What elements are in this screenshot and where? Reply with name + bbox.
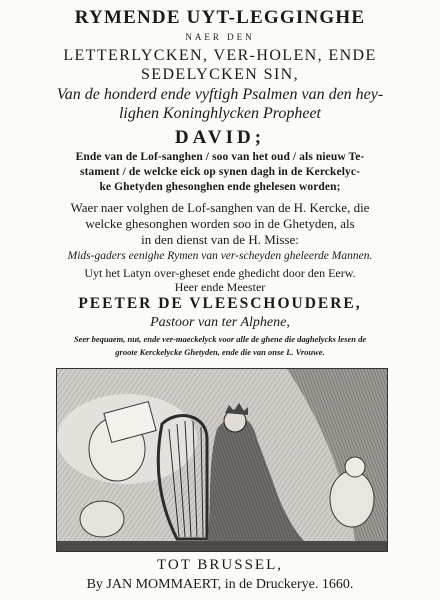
engraving-king-david-harp-icon bbox=[56, 368, 388, 552]
title-line-4: SEDELYCKEN SIN, bbox=[140, 66, 300, 83]
imprint-place: TOT BRUSSEL, bbox=[157, 557, 283, 573]
title-line-1: RYMENDE UYT-LEGGINGHE bbox=[74, 7, 366, 28]
title-line-15: Uyt het Latyn over-gheset ende ghedicht door den Eerw. bbox=[84, 266, 356, 280]
title-line-2: NAER DEN bbox=[185, 32, 255, 42]
author-role: Pastoor van ter Alphene, bbox=[150, 315, 290, 330]
author-name: PEETER DE VLEESCHOUDERE, bbox=[78, 295, 362, 312]
title-line-6: lighen Koninghlycken Propheet bbox=[118, 105, 321, 122]
note-line-1: Seer bequaem, nut, ende ver-maeckelyck voor alle de ghene die daghelycks lesen de bbox=[73, 334, 367, 344]
note-line-2: groote Kerckelycke Ghetyden, ende die van onse L. Vrouwe. bbox=[115, 347, 325, 357]
title-line-10: ke Ghetyden ghesonghen ende ghelesen worden; bbox=[99, 181, 341, 193]
title-line-14: Mids-gaders eenighe Rymen van ver-scheyden gheleerde Mannen. bbox=[67, 250, 373, 262]
title-line-3: LETTERLYCKEN, VER-HOLEN, ENDE bbox=[63, 47, 377, 64]
title-line-16: Heer ende Meester bbox=[174, 280, 266, 294]
title-line-9: stament / de welcke eick op synen dagh in de Kerckelyc- bbox=[80, 166, 360, 178]
title-line-13: in den dienst van de H. Misse: bbox=[141, 232, 299, 247]
imprint-printer: By JAN MOMMAERT, in de Druckerye. 1660. bbox=[86, 577, 354, 592]
title-line-11: Waer naer volghen de Lof-sanghen van de H. Kercke, die bbox=[70, 200, 370, 215]
title-line-12: welcke ghesonghen worden soo in de Ghetyden, als bbox=[85, 216, 355, 231]
title-line-8: Ende van de Lof-sanghen / soo van het oud / als nieuw Te- bbox=[75, 151, 365, 163]
title-david: DAVID; bbox=[174, 127, 266, 148]
title-line-5: Van de honderd ende vyftigh Psalmen van den hey- bbox=[56, 86, 384, 103]
